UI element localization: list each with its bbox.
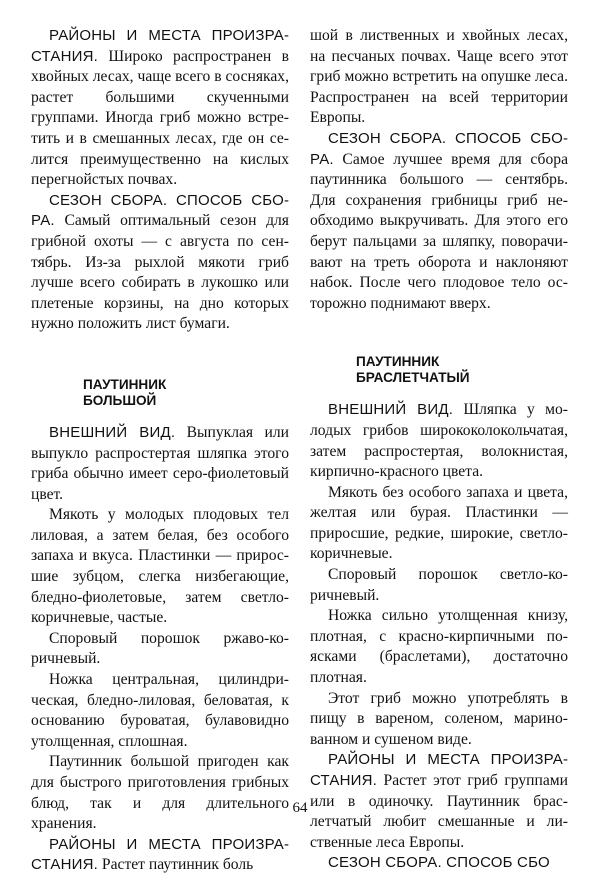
section-lead: РАЙОНЫ И МЕСТА ПРОИЗРАСТАНИЯ. (31, 27, 289, 65)
heading-line: ПАУТИННИК (356, 354, 440, 370)
paragraph: Ножка сильно утолщенная книзу, плотная, с красно-кирпичными поясками (браслетами), достаточно плотная. (310, 607, 568, 687)
section-lead: СЕЗОН СБОРА. СПОСОБ СБОРА. (310, 129, 568, 168)
paragraph (31, 423, 289, 505)
paragraph-text: Выпуклая или выпукло распростертая шляпка этого гриба обычно имеет серо-фиолетовый цвет. (31, 423, 289, 503)
section-lead: РАЙОНЫ И МЕСТА ПРОИЗРАСТАНИЯ. (310, 751, 568, 789)
paragraph-text: Растет этот гриб группами или в одиночку. Паутинник браслетчатый любит смешанные и лиственные леса Европы. (310, 772, 568, 851)
paragraph (31, 835, 289, 876)
section-heading (356, 354, 568, 386)
heading-line: БОЛЬШОЙ (83, 392, 157, 408)
heading-line: ПАУТИННИК (83, 376, 167, 392)
paragraph: Этот гриб можно употреблять в пищу в вареном, соленом, маринованном и сушеном виде. (310, 689, 568, 748)
section-lead: РАЙОНЫ И МЕСТА ПРОИЗРАСТАНИЯ. (31, 835, 289, 874)
page-number: 64 (292, 800, 308, 816)
left-column (31, 26, 289, 876)
paragraph-text: Растет паутинник боль (98, 856, 254, 874)
paragraph-text: Шляпка у молодых грибов ширококолокольчатая, затем распростертая, волокнистая, кирпично-красного цвета. (310, 401, 568, 481)
paragraph (31, 191, 289, 335)
paragraph: Споровый порошок светло-коричневый. (310, 566, 568, 604)
paragraph: Мякоть у молодых плодовых тел лиловая, а затем белая, без особого запаха и вкуса. Пластинки — приросшие зубцом, слегка низбегающие, бледно-фиолетовые, затем светлокоричневые, частые. (31, 506, 289, 627)
heading-line: БРАСЛЕТЧАТЫЙ (356, 370, 470, 386)
paragraph: Паутинник большой пригоден как для быстрого приготовления грибных блюд, так и для длительного хранения. (31, 753, 289, 833)
section-lead: ВНЕШНИЙ ВИД. (328, 401, 454, 419)
paragraph (310, 129, 568, 314)
paragraph-text: Широко распространен в хвойных лесах, чаще всего в сосняках, растет большими скученными группами. Иногда гриб можно встретить и в смешанных лесах, где он селится преимущественно на кислых перегнойстых почвах. (31, 47, 289, 189)
right-column (310, 26, 568, 874)
paragraph: Ножка центральная, цилиндрическая, бледно-лиловая, беловатая, к основанию буроватая, булавовидно утолщенная, сплошная. (31, 671, 289, 750)
paragraph: шой в лиственных и хвойных лесах, на песчаных почвах. Чаще всего этот гриб можно встретить на опушке леса. Распространен на всей территории Европы. (310, 27, 568, 127)
paragraph (310, 853, 568, 874)
section-heading (83, 377, 289, 409)
paragraph: Мякоть без особого запаха и цвета, желтая или бурая. Пластинки — приросшие, редкие, широкие, светло-коричневые. (310, 483, 568, 563)
paragraph-text: Самое лучшее время для сбора паутинника большого — сентябрь. Для сохранения грибницы гриб необходимо выкручивать. Для этого его берут пальцами за шляпку, поворачивают на треть оборота и наклоняют набок. После чего плодовое тело осторожно поднимают вверх. (310, 150, 568, 312)
section-lead: СЕЗОН СБОРА. СПОСОБ СБО (328, 854, 550, 872)
paragraph (31, 26, 289, 191)
paragraph (310, 400, 568, 482)
section-lead: СЕЗОН СБОРА. СПОСОБ СБОРА. (31, 191, 289, 230)
paragraph-text: Самый оптимальный сезон для грибной охоты — с августа по сентябрь. Из-за рыхлой мякоти гриб лучше всего собирать в лукошко или плетеные корзины, на дно которых нужно положить лист бумаги. (31, 212, 289, 333)
section-lead: ВНЕШНИЙ ВИД. (49, 423, 176, 441)
paragraph: Споровый порошок ржаво-коричневый. (31, 629, 289, 668)
